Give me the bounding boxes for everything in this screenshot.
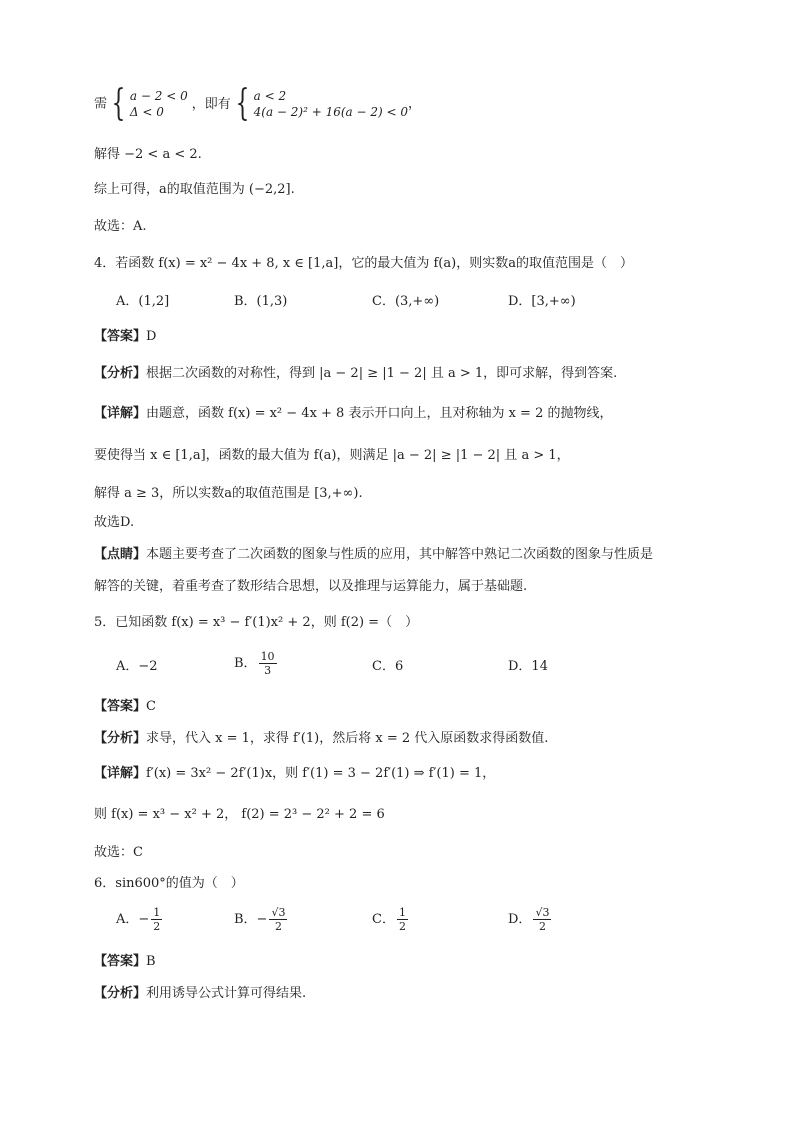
suffix-comma: ， (408, 96, 422, 112)
q4-option-a: A．(1,2] (116, 294, 170, 309)
q6-analysis (94, 985, 306, 1003)
detail-tag: 【详解】 (94, 406, 147, 421)
connector-text: ，即有 (191, 96, 231, 112)
answer-value: C (146, 699, 156, 714)
answer-tag: 【答案】 (94, 699, 147, 714)
q5-detail-2: 则 f(x) = x³ − x² + 2， f(2) = 2³ − 2² + 2 = 6 (94, 807, 385, 822)
denominator: 3 (264, 664, 272, 677)
choice-line: 故选：A. (94, 219, 147, 234)
option-prefix: A．− (116, 912, 150, 927)
option-prefix: D． (508, 912, 532, 927)
q4-option-b: B．(1,3) (234, 294, 288, 309)
fraction (533, 906, 551, 933)
q4-answer (94, 328, 156, 346)
summary-line: 综上可得，a的取值范围为 (−2,2]. (94, 182, 295, 197)
left-brace: { (235, 83, 250, 124)
analysis-text: 利用诱导公式计算可得结果. (146, 986, 307, 1001)
system-1-line-2: Δ < 0 (129, 105, 164, 119)
q4-option-d: D．[3,+∞) (508, 294, 576, 309)
q4-comment-1 (94, 546, 653, 564)
inequality-system-2 (254, 88, 408, 120)
system-2-line-1: a < 2 (253, 89, 287, 103)
analysis-tag: 【分析】 (94, 731, 147, 746)
q6-option-b (234, 906, 289, 933)
q5-option-c: C．6 (372, 659, 404, 674)
denominator: 2 (153, 920, 161, 933)
option-prefix: B． (234, 656, 257, 671)
denominator: 2 (398, 920, 406, 933)
condition-line (94, 83, 422, 124)
q5-detail-1 (94, 765, 495, 783)
detail-text: f′(x) = 3x² − 2f′(1)x，则 f′(1) = 3 − 2f′(1) ⇒ f′(1) = 1， (146, 766, 496, 781)
left-brace: { (111, 83, 126, 124)
numerator: √3 (535, 906, 550, 919)
fraction (269, 906, 287, 933)
q6-stem: 6．sin600°的值为（ ） (94, 876, 244, 891)
q4-option-c: C．(3,+∞) (372, 294, 440, 309)
fraction (151, 906, 162, 933)
option-prefix: C． (372, 912, 395, 927)
analysis-text: 根据二次函数的对称性，得到 |a − 2| ≥ |1 − 2| 且 a > 1，即可求解，得到答案. (146, 366, 618, 381)
q5-stem: 5．已知函数 f(x) = x³ − f′(1)x² + 2，则 f(2) =（ ） (94, 615, 419, 630)
solve-line: 解得 −2 < a < 2. (94, 147, 202, 162)
answer-value: B (146, 954, 156, 969)
q6-option-a (116, 906, 164, 933)
answer-tag: 【答案】 (94, 329, 147, 344)
q4-detail-3: 解得 a ≥ 3，所以实数a的取值范围是 [3,+∞). (94, 486, 363, 501)
fraction (259, 650, 277, 677)
q6-option-d (508, 906, 553, 933)
q5-analysis (94, 730, 548, 748)
system-2-line-2: 4(a − 2)² + 16(a − 2) < 0 (253, 105, 409, 119)
q4-stem: 4．若函数 f(x) = x² − 4x + 8, x ∈ [1,a]，它的最大值为 f(a)，则实数a的取值范围是（ ） (94, 256, 633, 271)
denominator: 2 (538, 920, 546, 933)
option-prefix: B．− (234, 912, 268, 927)
q5-option-a: A．−2 (116, 659, 158, 674)
denominator: 2 (274, 920, 282, 933)
inequality-system-1 (130, 88, 188, 120)
analysis-tag: 【分析】 (94, 986, 147, 1001)
q6-option-c (372, 906, 410, 933)
answer-tag: 【答案】 (94, 954, 147, 969)
q5-option-b (234, 650, 279, 677)
numerator: 1 (153, 906, 161, 919)
q4-detail-2: 要使得当 x ∈ [1,a]，函数的最大值为 f(a)，则满足 |a − 2| ≥ |1 − 2| 且 a > 1， (94, 448, 570, 463)
q6-answer (94, 953, 156, 971)
q5-choice: 故选：C (94, 845, 143, 860)
system-1-line-1: a − 2 < 0 (129, 89, 188, 103)
detail-tag: 【详解】 (94, 766, 147, 781)
q4-comment-2: 解答的关键，着重考查了数形结合思想，以及推理与运算能力，属于基础题. (94, 579, 528, 594)
numerator: √3 (271, 906, 286, 919)
fraction (397, 906, 408, 933)
comment-tag: 【点睛】 (94, 547, 147, 562)
analysis-tag: 【分析】 (94, 366, 147, 381)
numerator: 10 (260, 650, 275, 663)
comment-text: 本题主要考查了二次函数的图象与性质的应用，其中解答中熟记二次函数的图象与性质是 (146, 547, 654, 562)
need-prefix: 需 (94, 96, 108, 112)
answer-value: D (146, 329, 157, 344)
q4-choice: 故选D. (94, 515, 135, 530)
q5-answer (94, 698, 156, 716)
q5-option-d: D．14 (508, 659, 548, 674)
q4-detail-1 (94, 405, 612, 423)
numerator: 1 (398, 906, 406, 919)
q4-analysis (94, 365, 617, 383)
analysis-text: 求导，代入 x = 1，求得 f′(1)，然后将 x = 2 代入原函数求得函数值. (146, 731, 549, 746)
detail-text: 由题意，函数 f(x) = x² − 4x + 8 表示开口向上，且对称轴为 x = 2 的抛物线， (146, 406, 613, 421)
